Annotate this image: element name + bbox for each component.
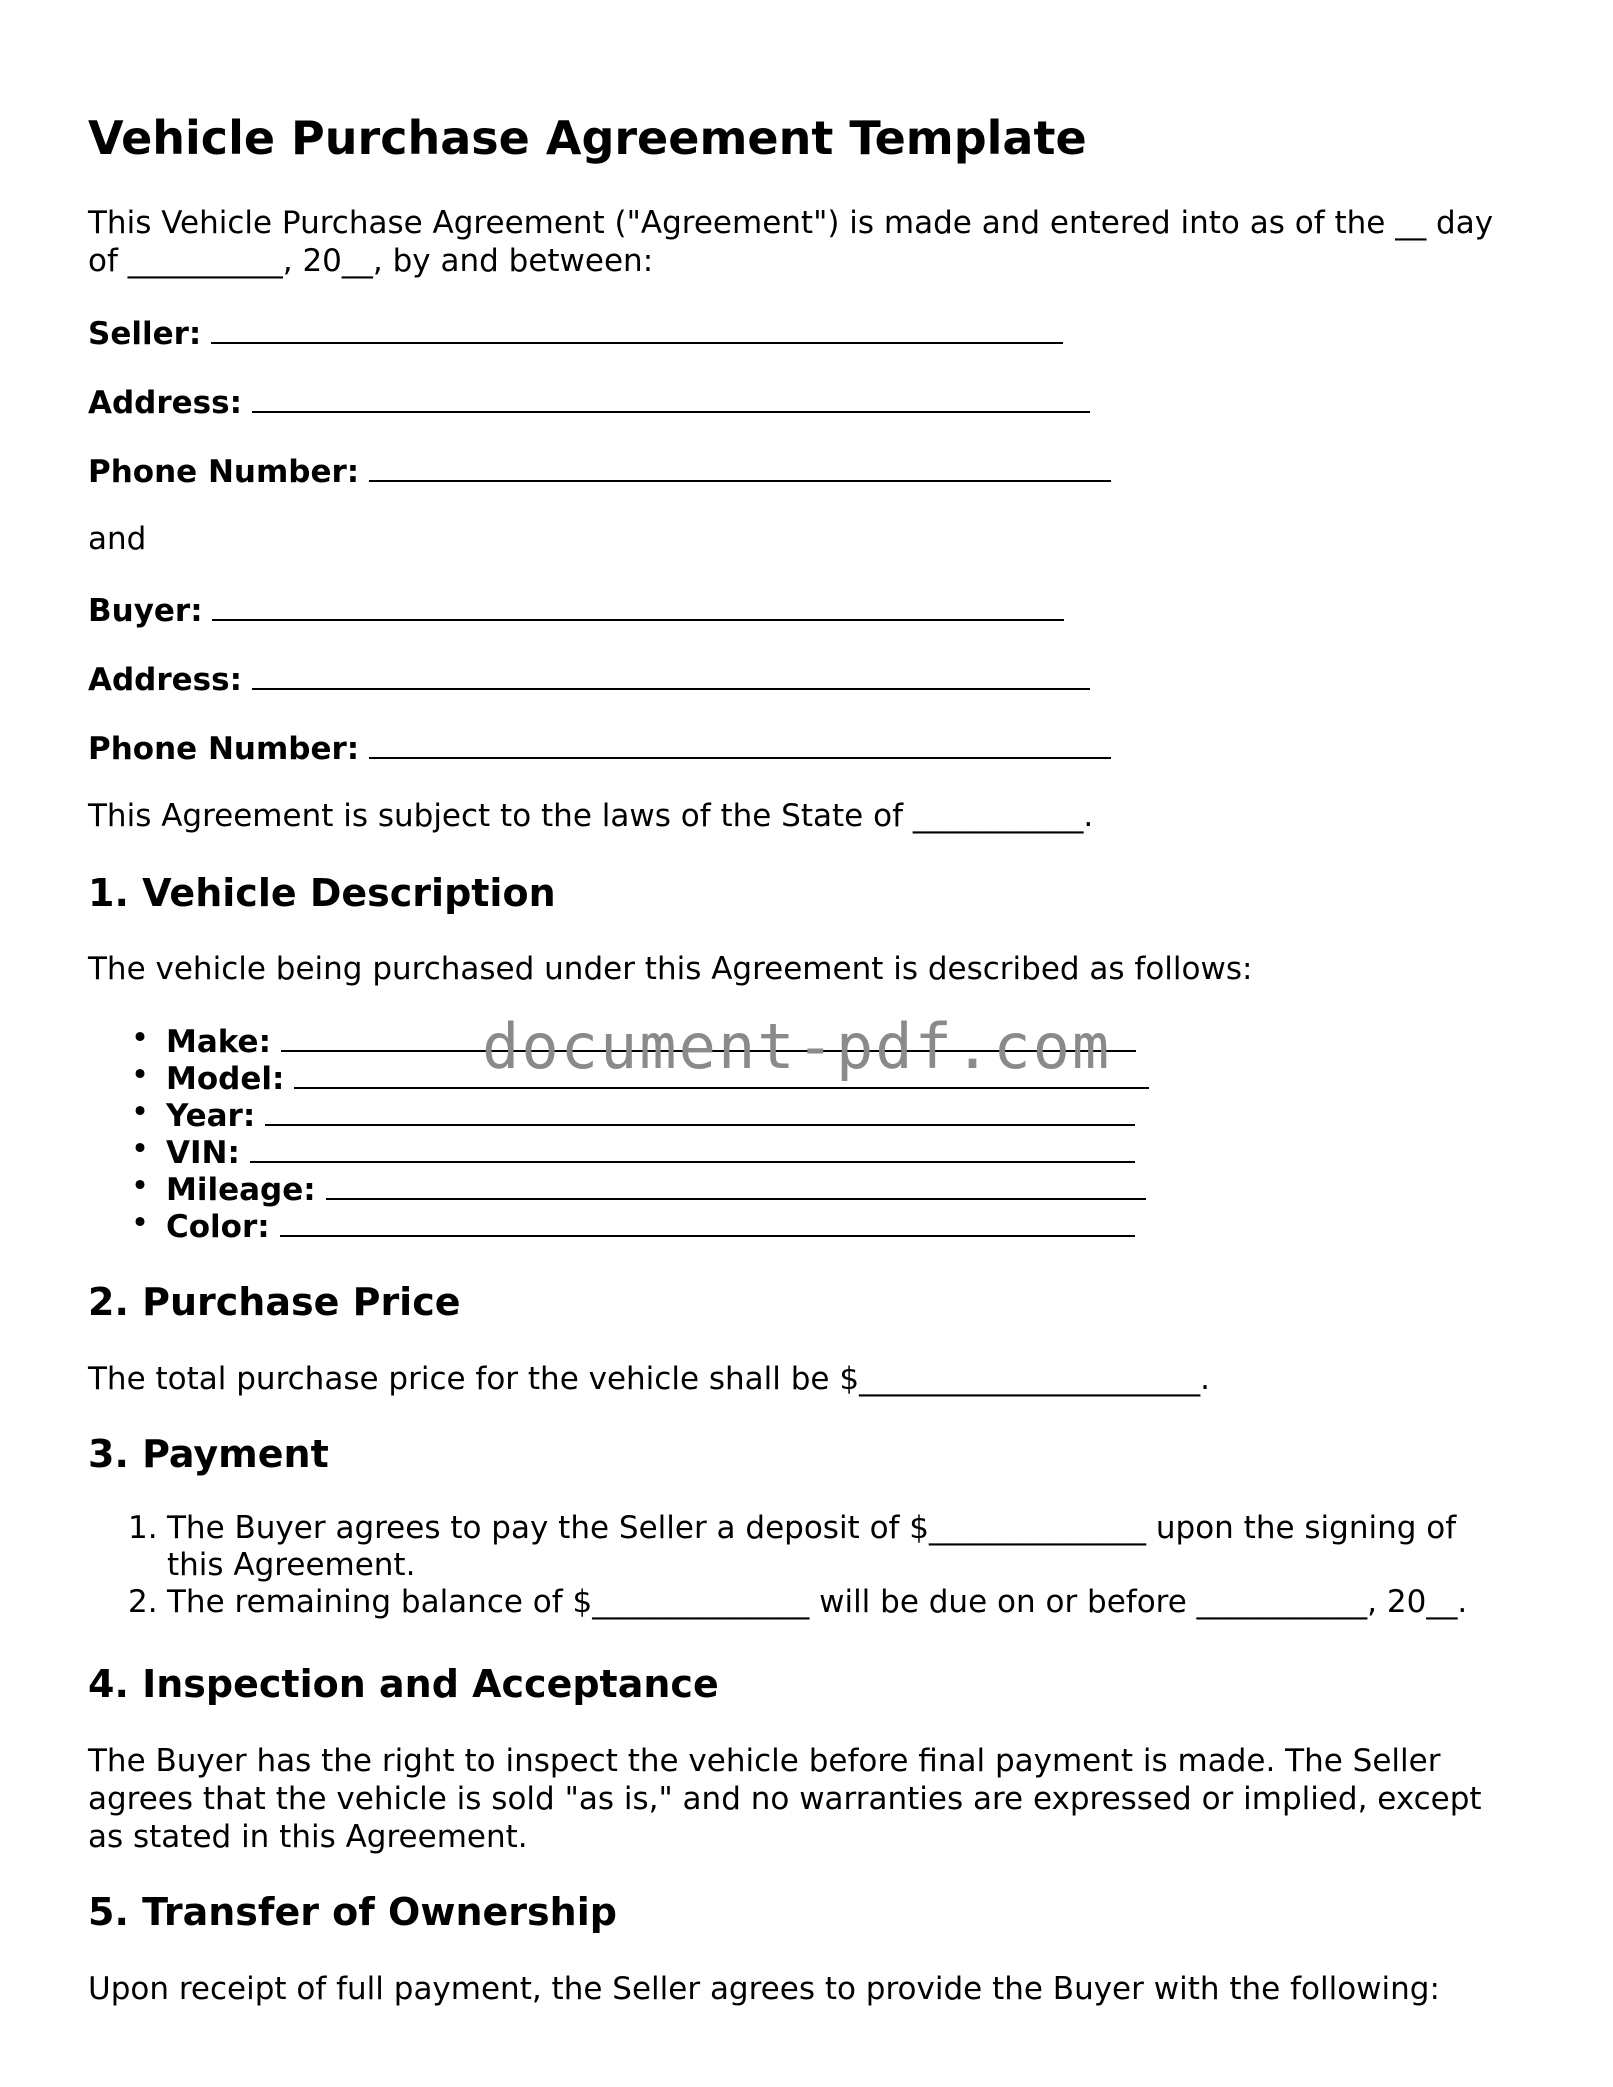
section-4-line-3: as stated in this Agreement.: [88, 1819, 528, 1855]
seller-phone-field: [88, 450, 1111, 491]
item-number: 2.: [128, 1584, 158, 1620]
section-5-text: Upon receipt of full payment, the Seller agrees to provide the Buyer with the following:: [88, 1971, 1440, 2007]
bullet-icon: •: [130, 1131, 150, 1167]
model-label: Model:: [166, 1061, 285, 1097]
intro-line-2: of __________, 20__, by and between:: [88, 243, 654, 279]
buyer-blank-line[interactable]: [212, 589, 1064, 621]
year-blank-line[interactable]: [265, 1094, 1135, 1126]
buyer-phone-blank-line[interactable]: [369, 727, 1111, 759]
bullet-icon: •: [130, 1094, 150, 1130]
buyer-field: [88, 589, 1064, 630]
year-label: Year:: [166, 1098, 256, 1134]
mileage-label: Mileage:: [166, 1172, 316, 1208]
section-5-heading: 5. Transfer of Ownership: [88, 1890, 617, 1934]
bullet-icon: •: [130, 1168, 150, 1204]
buyer-phone-label: Phone Number:: [88, 731, 360, 767]
section-4-heading: 4. Inspection and Acceptance: [88, 1662, 719, 1706]
section-2-text: The total purchase price for the vehicle shall be $______________________.: [88, 1361, 1210, 1397]
color-blank-line[interactable]: [280, 1205, 1135, 1237]
make-label: Make:: [166, 1024, 271, 1060]
seller-phone-blank-line[interactable]: [369, 450, 1111, 482]
seller-address-blank-line[interactable]: [252, 381, 1090, 413]
section-4-line-1: The Buyer has the right to inspect the vehicle before final payment is made. The Seller: [88, 1743, 1441, 1779]
buyer-label: Buyer:: [88, 593, 203, 629]
buyer-address-blank-line[interactable]: [252, 658, 1090, 690]
buyer-phone-field: [88, 727, 1111, 768]
mileage-blank-line[interactable]: [326, 1168, 1146, 1200]
seller-blank-line[interactable]: [211, 312, 1063, 344]
bullet-icon: •: [130, 1020, 150, 1056]
bullet-icon: •: [130, 1057, 150, 1093]
governing-law-text: This Agreement is subject to the laws of the State of ___________.: [88, 798, 1094, 834]
document-title: Vehicle Purchase Agreement Template: [88, 111, 1087, 165]
seller-field: [88, 312, 1063, 353]
bullet-icon: •: [130, 1205, 150, 1241]
seller-address-label: Address:: [88, 385, 242, 421]
seller-address-field: [88, 381, 1090, 422]
section-1-heading: 1. Vehicle Description: [88, 871, 556, 915]
section-4-line-2: agrees that the vehicle is sold "as is," and no warranties are expressed or implied, except: [88, 1781, 1482, 1817]
buyer-address-field: [88, 658, 1090, 699]
and-text: and: [88, 521, 147, 557]
intro-line-1: This Vehicle Purchase Agreement ("Agreement") is made and entered into as of the __ day: [88, 205, 1494, 241]
seller-label: Seller:: [88, 316, 202, 352]
item-number: 1.: [128, 1510, 158, 1546]
buyer-address-label: Address:: [88, 662, 242, 698]
vin-blank-line[interactable]: [250, 1131, 1135, 1163]
color-label: Color:: [166, 1209, 270, 1245]
payment-item-2-line-1: The remaining balance of $______________ will be due on or before ___________, 20__.: [167, 1584, 1468, 1620]
seller-phone-label: Phone Number:: [88, 454, 360, 490]
payment-item-1-line-2: this Agreement.: [167, 1547, 416, 1583]
payment-item-1-line-1: The Buyer agrees to pay the Seller a deposit of $______________ upon the signing of: [167, 1510, 1457, 1546]
section-1-text: The vehicle being purchased under this Agreement is described as follows:: [88, 951, 1253, 987]
vin-label: VIN:: [166, 1135, 240, 1171]
watermark: document-pdf.com: [482, 1010, 1112, 1083]
section-3-heading: 3. Payment: [88, 1432, 329, 1476]
section-2-heading: 2. Purchase Price: [88, 1280, 461, 1324]
